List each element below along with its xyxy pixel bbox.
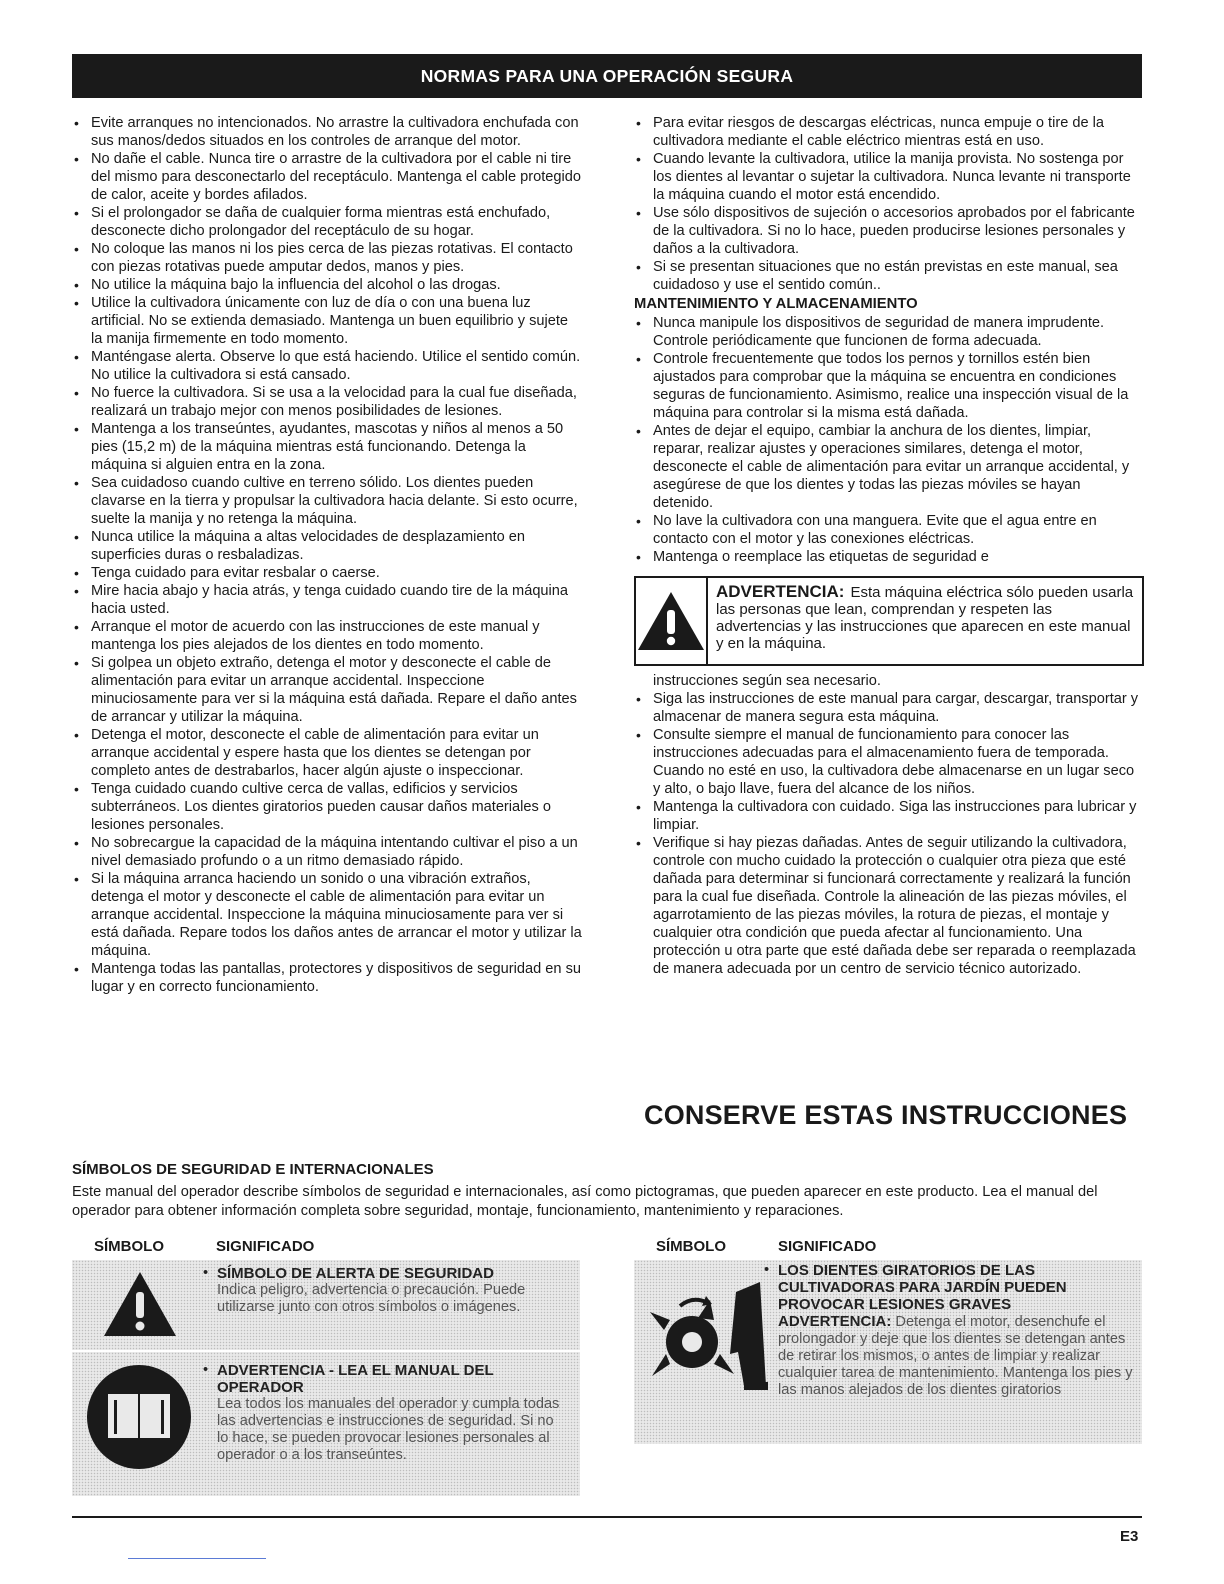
- rotating-tines-body: [778, 1313, 1136, 1399]
- list-item: • Use sólo dispositivos de sujeción o accesorios aprobados por el fabricante de la cultivadora. Si no lo hace, pueden producirse lesiones personales y daños a la cultivadora.: [634, 204, 1144, 258]
- footer-divider: [72, 1516, 1142, 1518]
- list-item: • Siga las instrucciones de este manual para cargar, descargar, transportar y almacenar de manera segura esta máquina.: [634, 690, 1144, 726]
- list-item: • Controle frecuentemente que todos los pernos y tornillos estén bien ajustados para comprobar que la máquina se encuentra en condiciones seguras de funcionamiento. Asimismo, realice una inspección visual de la máquina para controlar si la misma está dañada.: [634, 350, 1144, 422]
- list-item: • No sobrecargue la capacidad de la máquina intentando cultivar el piso a un nivel demasiado profundo o a un ritmo demasiado rápido.: [72, 834, 582, 870]
- list-item: • Mantenga la cultivadora con cuidado. Siga las instrucciones para lubricar y limpiar.: [634, 798, 1144, 834]
- list-item: • Mantenga a los transeúntes, ayudantes, mascotas y niños al menos a 50 pies (15,2 m) de la máquina mientras está funcionando. Detenga la máquina si alguien entra en la zona.: [72, 420, 582, 474]
- save-instructions-banner: CONSERVE ESTAS INSTRUCCIONES: [644, 1100, 1128, 1130]
- list-item: • Manténgase alerta. Observe lo que está haciendo. Utilice el sentido común. No utilice la cultivadora si está cansado.: [72, 348, 582, 384]
- page-header: NORMAS PARA UNA OPERACIÓN SEGURA: [72, 54, 1142, 98]
- symbol-column-header-left: SÍMBOLO: [94, 1238, 164, 1255]
- left-bullet-list: [72, 114, 582, 996]
- safety-alert-body: Indica peligro, advertencia o precaución. Puede utilizarse junto con otros símbolos o imágenes.: [217, 1282, 526, 1315]
- meaning-column-header-left: SIGNIFICADO: [216, 1238, 315, 1255]
- read-manual-icon: [86, 1364, 192, 1470]
- warning-box: [634, 576, 1144, 666]
- list-item: • Arranque el motor de acuerdo con las instrucciones de este manual y mantenga los pies alejados de los dientes en todo momento.: [72, 618, 582, 654]
- list-item: • Cuando levante la cultivadora, utilice la manija provista. No sostenga por los dientes al levantar o sujetar la cultivadora. Nunca levante ni transporte la máquina cuando el motor está encendido.: [634, 150, 1144, 204]
- safety-alert-text: • SÍMBOLO DE ALERTA DE SEGURIDAD Indica peligro, advertencia o precaución. Puede utilizarse junto con otros símbolos o imágenes.: [217, 1265, 567, 1316]
- list-item: • Sea cuidadoso cuando cultive en terreno sólido. Los dientes pueden clavarse en la tierra y propulsar la cultivadora hacia delante. Si esto ocurre, suelte la manija y no retenga la máquina.: [72, 474, 582, 528]
- safety-alert-title: SÍMBOLO DE ALERTA DE SEGURIDAD: [217, 1265, 494, 1282]
- read-manual-body: Lea todos los manuales del operador y cumpla todas las advertencias e instrucciones de seguridad. Si no lo hace, se pueden provocar lesiones personales al operador o a los transeúntes.: [217, 1396, 560, 1463]
- list-item: • No coloque las manos ni los pies cerca de las piezas rotativas. El contacto con piezas rotativas puede amputar dedos, manos y pies.: [72, 240, 582, 276]
- list-item: • Antes de dejar el equipo, cambiar la anchura de los dientes, limpiar, reparar, realizar ajustes y operaciones similares, detenga el motor, desconecte el cable de alimentación para evitar un arranque accidental, y asegúrese de que los dientes y todas las piezas móviles se hayan detenido.: [634, 422, 1144, 512]
- list-item: • Verifique si hay piezas dañadas. Antes de seguir utilizando la cultivadora, controle con mucho cuidado la protección o cualquier otra pieza que esté dañada para determinar si funcionará correctamente y realizará la función para la cual fue diseñada. Controle la alineación de las piezas móviles, el agarrotamiento de las piezas móviles, la rotura de piezas, el montaje y cualquier otra condición que pueda afectar al funcionamiento. Una protección u otra parte que esté dañada debe ser reparada o reemplazada de manera adecuada por un centro de servicio técnico autorizado.: [634, 834, 1144, 978]
- list-item: • Utilice la cultivadora únicamente con luz de día o con una buena luz artificial. No se extienda demasiado. Mantenga un buen equilibrio y sujete la manija firmemente en todo momento.: [72, 294, 582, 348]
- list-item: • Si se presentan situaciones que no están previstas en este manual, sea cuidadoso y use el sentido común..: [634, 258, 1144, 294]
- list-item: • Consulte siempre el manual de funcionamiento para conocer las instrucciones adecuadas para el almacenamiento fuera de temporada. Cuando no esté en uso, la cultivadora debe almacenarse en un lugar seco y alto, o bajo llave, fuera del alcance de los niños.: [634, 726, 1144, 798]
- symbol-panel-rotating-tines: [634, 1260, 1142, 1444]
- list-item: • No dañe el cable. Nunca tire o arrastre de la cultivadora por el cable ni tire del mismo para desconectarlo del receptáculo. Mantenga el cable protegido de calor, aceite y bordes afilados.: [72, 150, 582, 204]
- symbol-panel-read-manual: [72, 1352, 580, 1496]
- warning-triangle-icon: [636, 590, 706, 652]
- symbol-panel-safety-alert: [72, 1260, 580, 1350]
- list-item: • No fuerce la cultivadora. Si se usa a la velocidad para la cual fue diseñada, realizará un trabajo mejor con menos posibilidades de lesiones.: [72, 384, 582, 420]
- list-item: • Si la máquina arranca haciendo un sonido o una vibración extraños, detenga el motor y desconecte el cable de alimentación para evitar un arranque accidental. Inspeccione la máquina minuciosamente para ver si está dañada. Repare todos los daños antes de arrancar el motor y utilizar la máquina.: [72, 870, 582, 960]
- warning-body: Esta máquina eléctrica sólo pueden usarla las personas que lean, comprendan y respeten las advertencias y las instrucciones que aparecen en este manual y en la máquina.: [716, 584, 1134, 652]
- safety-alert-icon: [102, 1270, 178, 1338]
- warning-text: [708, 578, 1142, 664]
- scan-artifact-line: [128, 1558, 266, 1559]
- read-manual-text: • ADVERTENCIA - LEA EL MANUAL DEL OPERADOR Lea todos los manuales del operador y cumpla todas las advertencias e instrucciones de seguridad. Si no lo hace, se pueden provocar lesiones personales al operador o a los transeúntes.: [217, 1362, 567, 1464]
- continuation-text: instrucciones según sea necesario.: [653, 673, 881, 689]
- rotating-tines-text: • LOS DIENTES GIRATORIOS DE LAS CULTIVADORAS PARA JARDÍN PUEDEN PROVOCAR LESIONES GRAVES ADVERTENCIA: Detenga el motor, desenchufe el prolongador y deje que los dientes se detengan antes de retirar los mismos, o antes de limpiar y realizar cualquier tarea de mantenimiento. Mantenga los pies y las manos alejados de los dientes giratorios: [778, 1262, 1136, 1399]
- rotating-tines-warning-label: ADVERTENCIA:: [778, 1313, 892, 1330]
- list-item: • Para evitar riesgos de descargas eléctricas, nunca empuje o tire de la cultivadora mediante el cable eléctrico mientras está en uso.: [634, 114, 1144, 150]
- list-item: • Si golpea un objeto extraño, detenga el motor y desconecte el cable de alimentación para evitar un arranque accidental. Inspeccione minuciosamente para ver si la máquina está dañada. Repare el daño antes de arrancar y utilizar la máquina.: [72, 654, 582, 726]
- right-bullet-list-bottom: [634, 690, 1144, 978]
- rotating-tines-title: LOS DIENTES GIRATORIOS DE LAS CULTIVADORAS PARA JARDÍN PUEDEN PROVOCAR LESIONES GRAVES: [778, 1262, 1067, 1313]
- right-bullet-list-top: [634, 114, 1144, 294]
- list-item: • No utilice la máquina bajo la influencia del alcohol o las drogas.: [72, 276, 582, 294]
- warning-icon-cell: [636, 578, 708, 664]
- list-item: • Tenga cuidado para evitar resbalar o caerse.: [72, 564, 582, 582]
- read-manual-title: ADVERTENCIA - LEA EL MANUAL DEL OPERADOR: [217, 1362, 494, 1396]
- page-number: E3: [1120, 1528, 1139, 1545]
- maintenance-bullet-list: [634, 314, 1144, 566]
- rotating-tines-warning-text: Detenga el motor, desenchufe el prolongador y deje que los dientes se detengan antes de retirar los mismos, o antes de limpiar y realizar cualquier tarea de mantenimiento. Mantenga los pies y las manos alejados de los dientes giratorios: [778, 1314, 1133, 1398]
- list-item: • Detenga el motor, desconecte el cable de alimentación para evitar un arranque accidental y espere hasta que los dientes se detengan por completo antes de destrabarlos, hacer algún ajuste o inspeccionar.: [72, 726, 582, 780]
- list-item: • Tenga cuidado cuando cultive cerca de vallas, edificios y servicios subterráneos. Los dientes giratorios pueden causar daños materiales o lesiones personales.: [72, 780, 582, 834]
- left-column: [72, 114, 582, 996]
- list-item: • Mantenga todas las pantallas, protectores y dispositivos de seguridad en su lugar y en correcto funcionamiento.: [72, 960, 582, 996]
- rotating-tines-icon: [640, 1282, 770, 1392]
- list-item: • Mantenga o reemplace las etiquetas de seguridad e: [634, 548, 1144, 566]
- symbols-intro: Este manual del operador describe símbolos de seguridad e internacionales, así como pictogramas, que pueden aparecer en este producto. Lea el manual del operador para obtener información completa sobre seguridad, montaje, funcionamiento, mantenimiento y reparaciones.: [72, 1184, 1098, 1219]
- list-item: • Nunca utilice la máquina a altas velocidades de desplazamiento en superficies duras o resbaladizas.: [72, 528, 582, 564]
- list-item: • Evite arranques no intencionados. No arrastre la cultivadora enchufada con sus manos/dedos situados en los controles de arranque del motor.: [72, 114, 582, 150]
- symbol-column-header-right: SÍMBOLO: [656, 1238, 726, 1255]
- right-column: [634, 114, 1144, 978]
- list-item: • Mire hacia abajo y hacia atrás, y tenga cuidado cuando tire de la máquina hacia usted.: [72, 582, 582, 618]
- symbols-section: [72, 1160, 1152, 1221]
- list-item: • No lave la cultivadora con una manguera. Evite que el agua entre en contacto con el motor y las conexiones eléctricas.: [634, 512, 1144, 548]
- maintenance-heading: MANTENIMIENTO Y ALMACENAMIENTO: [634, 296, 918, 312]
- list-item: • Si el prolongador se daña de cualquier forma mientras está enchufado, desconecte dicho prolongador del receptáculo de su hogar.: [72, 204, 582, 240]
- warning-label: ADVERTENCIA:: [716, 582, 845, 601]
- list-item: • Nunca manipule los dispositivos de seguridad de manera imprudente. Controle periódicamente que funcionen de forma adecuada.: [634, 314, 1144, 350]
- symbols-title: SÍMBOLOS DE SEGURIDAD E INTERNACIONALES: [72, 1161, 434, 1178]
- meaning-column-header-right: SIGNIFICADO: [778, 1238, 877, 1255]
